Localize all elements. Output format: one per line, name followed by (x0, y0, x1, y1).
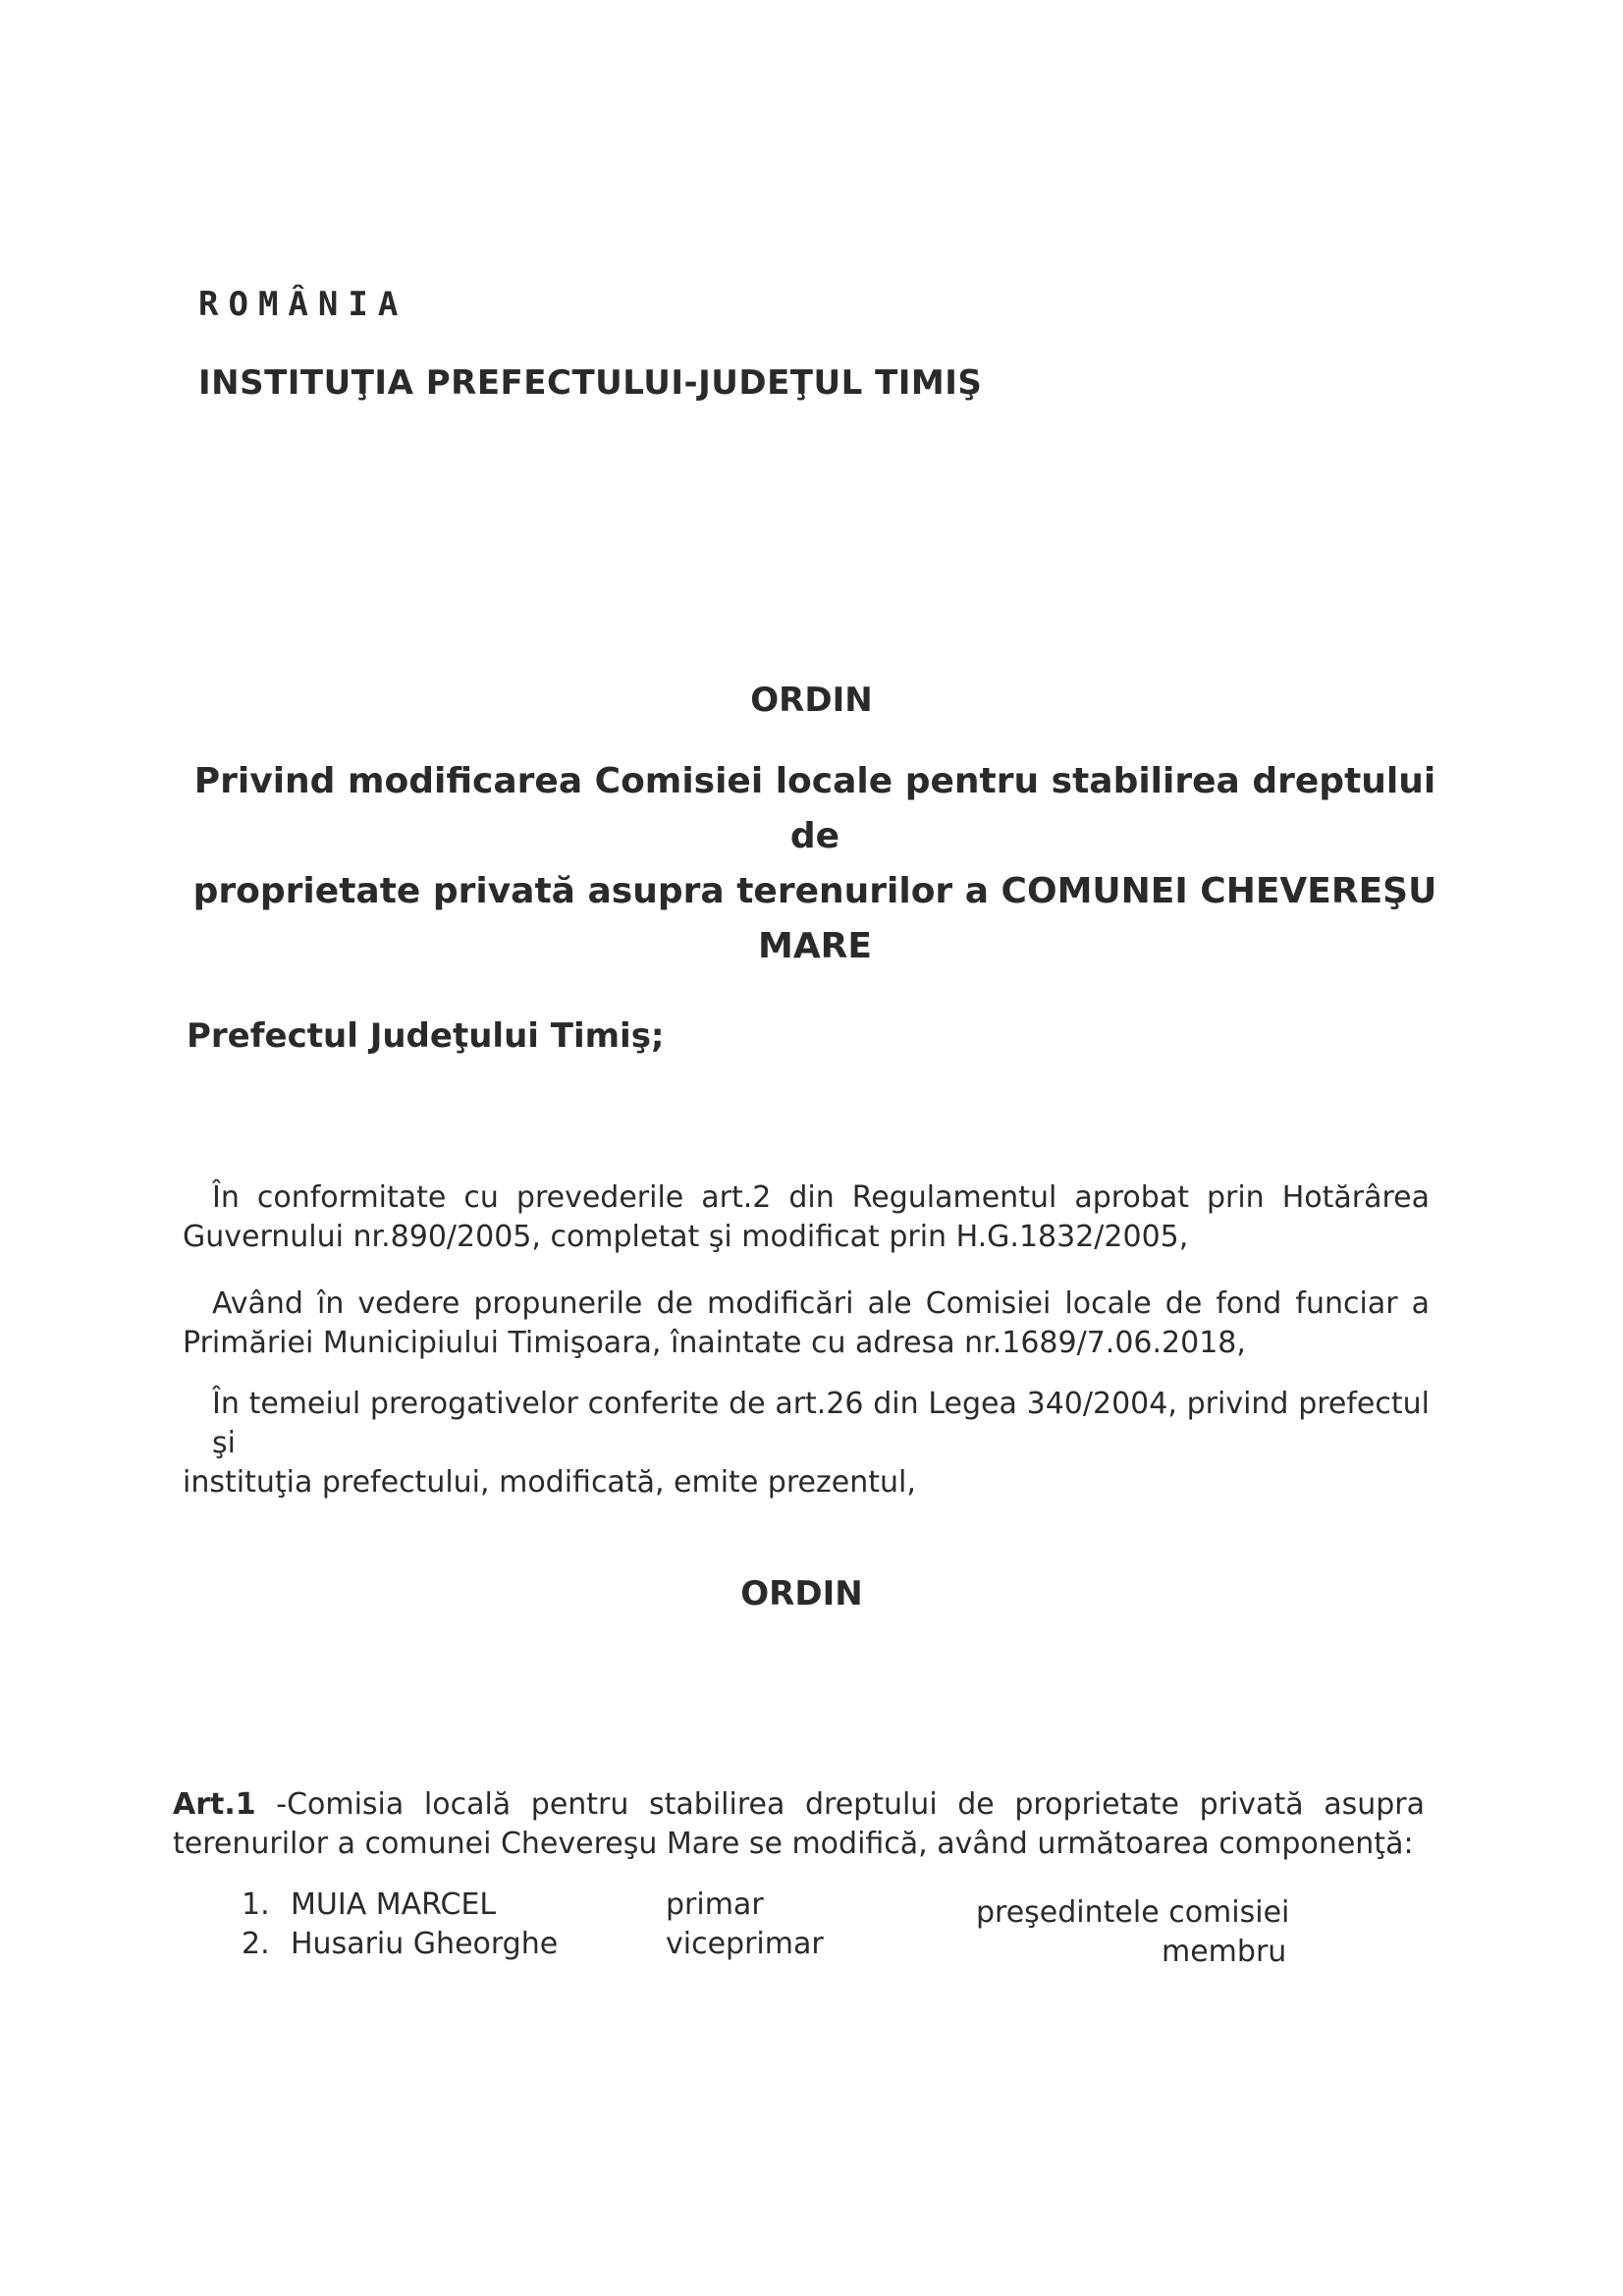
member-name: Husariu Gheorghe (291, 1927, 559, 1961)
preamble-paragraph (183, 1285, 1430, 1363)
issuer-heading: Prefectul Judeţului Timiş; (187, 1016, 665, 1056)
member-function: primar (666, 1887, 764, 1922)
subject-line: MARE (758, 926, 872, 966)
country-heading: ROMÂNIA (198, 285, 408, 324)
article-line: terenurilor a comunei Chevereşu Mare se modifică, având următoarea componenţă: (173, 1827, 1414, 1861)
member-function: viceprimar (666, 1927, 824, 1961)
institution-heading: INSTITUŢIA PREFECTULUI-JUDEŢUL TIMIŞ (198, 363, 983, 403)
paragraph-line: Guvernului nr.890/2005, completat şi modificat prin H.G.1832/2005, (183, 1220, 1189, 1254)
member-number: 1. (242, 1887, 270, 1922)
preamble-paragraph (183, 1178, 1430, 1257)
paragraph-line: Primăriei Municipiului Timişoara, înaintate cu adresa nr.1689/7.06.2018, (183, 1326, 1246, 1360)
member-row (0, 1927, 1623, 1969)
article-line (173, 1785, 1425, 1825)
paragraph-line: În conformitate cu prevederile art.2 din Regulamentul aprobat prin Hotărârea (212, 1180, 1430, 1215)
article-text: -Comisia locală pentru stabilirea dreptului de proprietate privată asupra (255, 1787, 1425, 1822)
order-title: ORDIN (740, 1574, 863, 1613)
preamble-paragraph (183, 1385, 1430, 1503)
paragraph-line: instituţia prefectului, modificată, emite prezentul, (183, 1465, 916, 1500)
paragraph-line: În temeiul prerogativelor conferite de art.26 din Legea 340/2004, privind prefectul şi (212, 1387, 1430, 1460)
document-title: ORDIN (750, 681, 873, 720)
member-number: 2. (242, 1927, 270, 1961)
member-row (0, 1887, 1623, 1930)
member-role: membru (1162, 1935, 1287, 1969)
member-name: MUIA MARCEL (291, 1887, 497, 1922)
article-1 (173, 1785, 1425, 1864)
article-label: Art.1 (173, 1787, 256, 1822)
member-role: preşedintele comisiei (976, 1895, 1290, 1930)
subject-line: proprietate privată asupra terenurilor a COMUNEI CHEVEREŞU (192, 871, 1437, 911)
paragraph-line: Având în vedere propunerile de modificări ale Comisiei locale de fond funciar a (212, 1286, 1430, 1321)
document-subject (177, 754, 1453, 974)
subject-line: Privind modificarea Comisiei locale pentru stabilirea dreptului de (193, 761, 1436, 856)
